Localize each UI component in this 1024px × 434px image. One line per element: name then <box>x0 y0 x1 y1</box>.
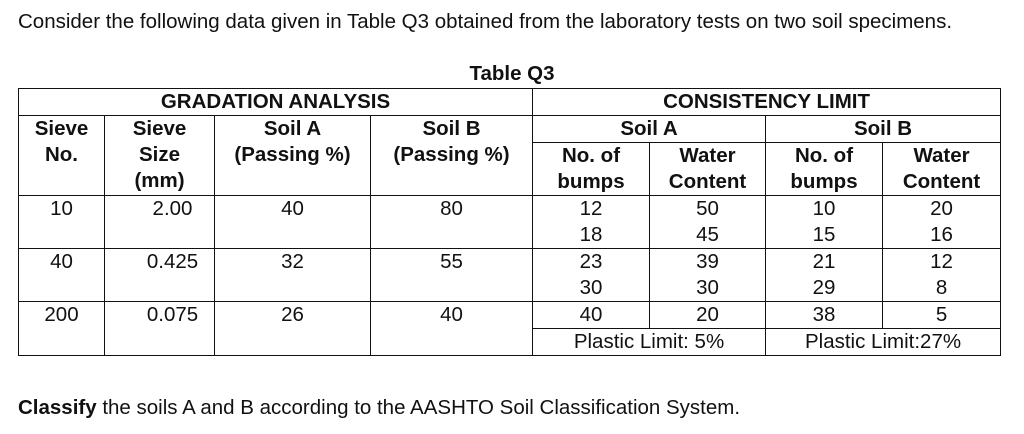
sieve-no-cell: 10 <box>19 196 105 249</box>
soil-a-bumps-cell: 18 <box>533 222 650 249</box>
soil-a-passing-cell: 32 <box>215 249 371 302</box>
table-title: Table Q3 <box>469 62 555 85</box>
consistency-limit-header: CONSISTENCY LIMIT <box>533 89 1001 116</box>
soil-b-water-header-line2: Content <box>902 170 981 193</box>
soil-a-water-cell: 30 <box>650 275 766 302</box>
soil-b-bumps-cell: 10 <box>766 196 883 223</box>
soil-a-passing-header-line2: (Passing %) <box>234 143 351 166</box>
soil-b-water-cell: 16 <box>883 222 1001 249</box>
sieve-no-cell: 40 <box>19 249 105 302</box>
sieve-size-header-line3: (mm) <box>134 169 185 192</box>
soil-a-plastic-limit: Plastic Limit: 5% <box>533 329 766 356</box>
soil-a-passing-header <box>215 116 371 196</box>
soil-data-table <box>18 88 1001 356</box>
soil-a-passing-cell: 40 <box>215 196 371 249</box>
sieve-size-cell: 2.00 <box>105 196 215 249</box>
table-row <box>19 302 1001 329</box>
soil-b-passing-cell: 80 <box>371 196 533 249</box>
soil-b-water-cell: 8 <box>883 275 1001 302</box>
soil-b-passing-header-line1: Soil B <box>422 117 481 140</box>
soil-b-bumps-cell: 21 <box>766 249 883 276</box>
soil-a-bumps-cell: 40 <box>533 302 650 329</box>
sieve-size-cell: 0.425 <box>105 249 215 302</box>
soil-b-bumps-header <box>766 143 883 196</box>
soil-a-water-cell: 20 <box>650 302 766 329</box>
soil-b-water-header-line1: Water <box>913 144 970 167</box>
soil-a-water-header <box>650 143 766 196</box>
soil-a-bumps-header-line2: bumps <box>557 170 625 193</box>
soil-b-water-cell: 5 <box>883 302 1001 329</box>
table-row <box>19 196 1001 223</box>
sieve-size-header-line1: Sieve <box>132 117 187 140</box>
soil-b-passing-cell: 40 <box>371 302 533 356</box>
soil-b-bumps-cell: 15 <box>766 222 883 249</box>
soil-b-bumps-cell: 38 <box>766 302 883 329</box>
table-row <box>19 249 1001 276</box>
soil-a-passing-cell: 26 <box>215 302 371 356</box>
soil-a-water-header-line2: Content <box>668 170 747 193</box>
soil-b-passing-header-line2: (Passing %) <box>393 143 510 166</box>
soil-b-water-cell: 12 <box>883 249 1001 276</box>
gradation-analysis-header: GRADATION ANALYSIS <box>19 89 533 116</box>
soil-a-bumps-cell: 30 <box>533 275 650 302</box>
consistency-soil-a-header: Soil A <box>533 116 766 143</box>
sieve-no-header-line1: Sieve <box>34 117 89 140</box>
sieve-size-cell: 0.075 <box>105 302 215 356</box>
instruction-bold-word: Classify <box>18 396 97 419</box>
sieve-no-header-line2: No. <box>44 143 79 166</box>
soil-a-passing-header-line1: Soil A <box>263 117 322 140</box>
table-group-header-row <box>19 89 1001 116</box>
sieve-size-header-line2: Size <box>138 143 181 166</box>
soil-b-bumps-header-line1: No. of <box>794 144 854 167</box>
soil-b-bumps-header-line2: bumps <box>790 170 858 193</box>
sieve-no-header <box>19 116 105 196</box>
soil-b-water-header <box>883 143 1001 196</box>
consistency-soil-b-header: Soil B <box>766 116 1001 143</box>
soil-a-bumps-header-line1: No. of <box>561 144 621 167</box>
sieve-no-cell: 200 <box>19 302 105 356</box>
soil-a-bumps-cell: 12 <box>533 196 650 223</box>
instruction-text: the soils A and B according to the AASHTO Soil Classification System. <box>96 396 741 419</box>
soil-a-water-cell: 45 <box>650 222 766 249</box>
soil-b-bumps-cell: 29 <box>766 275 883 302</box>
question-intro-text: Consider the following data given in Table Q3 obtained from the laboratory tests on two soil specimens. <box>18 10 953 33</box>
soil-a-bumps-header <box>533 143 650 196</box>
soil-a-water-cell: 50 <box>650 196 766 223</box>
soil-a-water-cell: 39 <box>650 249 766 276</box>
soil-a-water-header-line1: Water <box>679 144 736 167</box>
soil-b-passing-header <box>371 116 533 196</box>
question-instruction <box>18 396 740 420</box>
sieve-size-header <box>105 116 215 196</box>
soil-b-plastic-limit: Plastic Limit:27% <box>766 329 1001 356</box>
soil-a-bumps-cell: 23 <box>533 249 650 276</box>
soil-b-water-cell: 20 <box>883 196 1001 223</box>
soil-b-passing-cell: 55 <box>371 249 533 302</box>
table-column-header-row <box>19 116 1001 143</box>
